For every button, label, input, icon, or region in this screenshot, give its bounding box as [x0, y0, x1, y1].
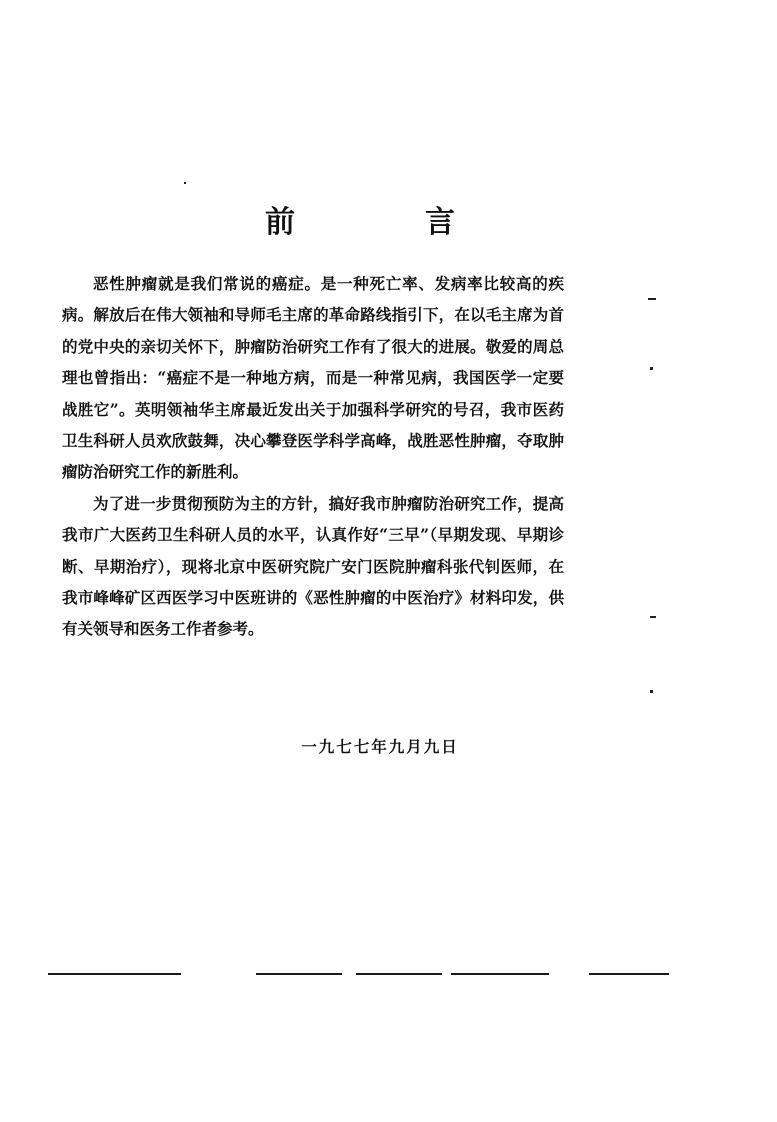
scan-mark — [650, 367, 653, 370]
footer-rule — [589, 973, 669, 975]
scan-mark — [648, 298, 656, 300]
footer-rule — [451, 973, 549, 975]
document-date: 一九七七年九月九日 — [301, 737, 459, 756]
paragraph-2: 为了进一步贯彻预防为主的方针，搞好我市肿瘤防治研究工作，提高我市广大医药卫生科研人员的水平，认真作好“三早”（早期发现、早期诊断、早期治疗），现将北京中医研究院广安门医院肿瘤科张代钊医师，在我市峰峰矿区西医学习中医班讲的《恶性肿瘤的中医治疗》材料印发，供有关领导和医务工作者参考。 — [62, 493, 564, 639]
footer-rule — [48, 973, 181, 975]
paragraph-1: 恶性肿瘤就是我们常说的癌症。是一种死亡率、发病率比较高的疾病。解放后在伟大领袖和导师毛主席的革命路线指引下，在以毛主席为首的党中央的亲切关怀下，肿瘤防治研究工作有了很大的进展。敬爱的周总理也曾指出：“癌症不是一种地方病，而是一种常见病，我国医学一定要战胜它”。英明领袖华主席最近发出关于加强科学研究的号召，我市医药卫生科研人员欢欣鼓舞，决心攀登医学科学高峰，战胜恶性肿瘤，夺取肿瘤防治研究工作的新胜利。 — [62, 274, 564, 482]
page-title: 前 言 — [265, 205, 505, 240]
scan-mark — [650, 690, 653, 693]
scan-mark — [650, 616, 656, 618]
footer-rule — [356, 973, 442, 975]
preface-body — [62, 268, 564, 645]
footer-rule — [256, 973, 342, 975]
scan-mark — [184, 182, 186, 184]
